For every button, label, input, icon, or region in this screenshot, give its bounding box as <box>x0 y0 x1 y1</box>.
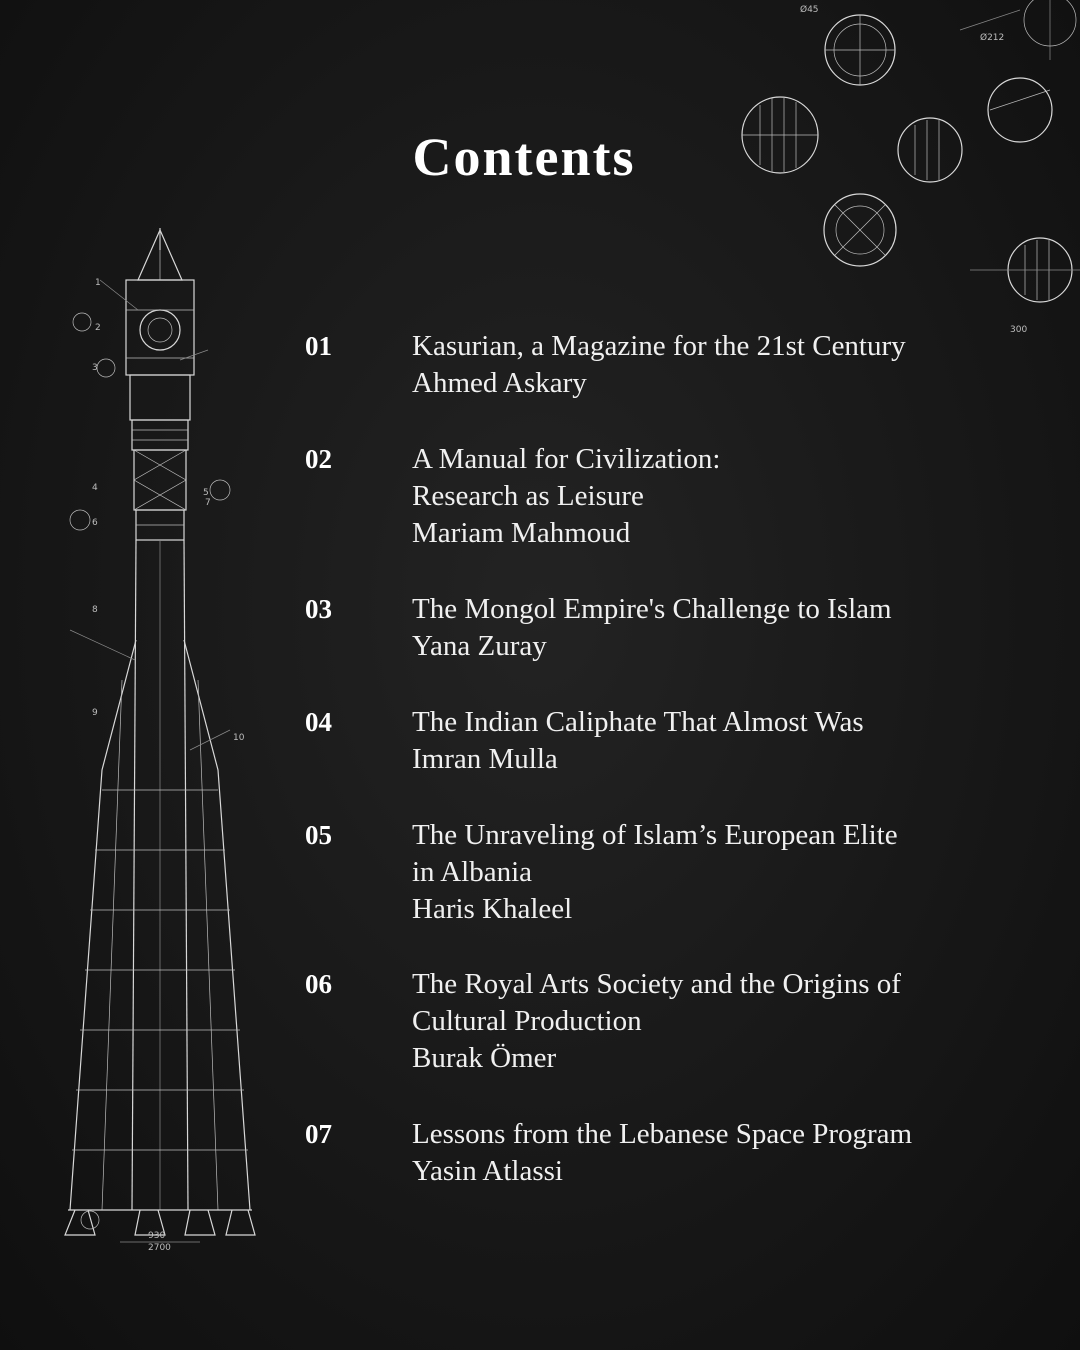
svg-text:6: 6 <box>92 518 98 528</box>
entry-author: Ahmed Askary <box>412 367 587 399</box>
svg-text:300: 300 <box>1010 325 1028 335</box>
entry-author: Burak Ömer <box>412 1042 557 1074</box>
entry-title: The Indian Caliphate That Almost Was <box>412 706 864 738</box>
entry-number: 06 <box>305 969 332 999</box>
entry-author: Mariam Mahmoud <box>412 517 631 549</box>
svg-text:930: 930 <box>148 1231 166 1241</box>
entry-number: 02 <box>305 444 332 474</box>
entry-title: The Royal Arts Society and the Origins of <box>412 968 901 1000</box>
entry-author: Haris Khaleel <box>412 893 573 925</box>
entry-author: Yana Zuray <box>412 630 547 662</box>
svg-text:3: 3 <box>92 363 98 373</box>
svg-text:2: 2 <box>95 323 101 333</box>
rocket-blueprint-illustration <box>40 210 290 1250</box>
entry-title: A Manual for Civilization: <box>412 443 721 475</box>
svg-text:10: 10 <box>233 733 245 743</box>
entry-author: Yasin Atlassi <box>412 1155 563 1187</box>
entry-title: Lessons from the Lebanese Space Program <box>412 1118 913 1150</box>
entry-author: Imran Mulla <box>412 743 558 775</box>
entry-title: in Albania <box>412 856 533 888</box>
entry-number: 01 <box>305 331 332 361</box>
svg-text:Ø212: Ø212 <box>980 33 1005 43</box>
entry-title: Kasurian, a Magazine for the 21st Century <box>412 330 906 362</box>
svg-text:4: 4 <box>92 483 98 493</box>
entry-number: 05 <box>305 820 332 850</box>
svg-text:7: 7 <box>205 498 211 508</box>
svg-text:8: 8 <box>92 605 98 615</box>
svg-text:Ø45: Ø45 <box>800 5 819 15</box>
entry-title: Cultural Production <box>412 1005 642 1037</box>
entry-title: The Mongol Empire's Challenge to Islam <box>412 593 892 625</box>
svg-text:9: 9 <box>92 708 98 718</box>
entry-title: The Unraveling of Islam’s European Elite <box>412 819 898 851</box>
entry-number: 04 <box>305 707 332 737</box>
page-title: Contents <box>412 127 636 187</box>
svg-text:2700: 2700 <box>148 1243 171 1250</box>
svg-text:1: 1 <box>95 278 101 288</box>
entry-title: Research as Leisure <box>412 480 644 512</box>
entry-number: 07 <box>305 1119 332 1149</box>
entry-number: 03 <box>305 594 332 624</box>
svg-text:5: 5 <box>203 488 209 498</box>
